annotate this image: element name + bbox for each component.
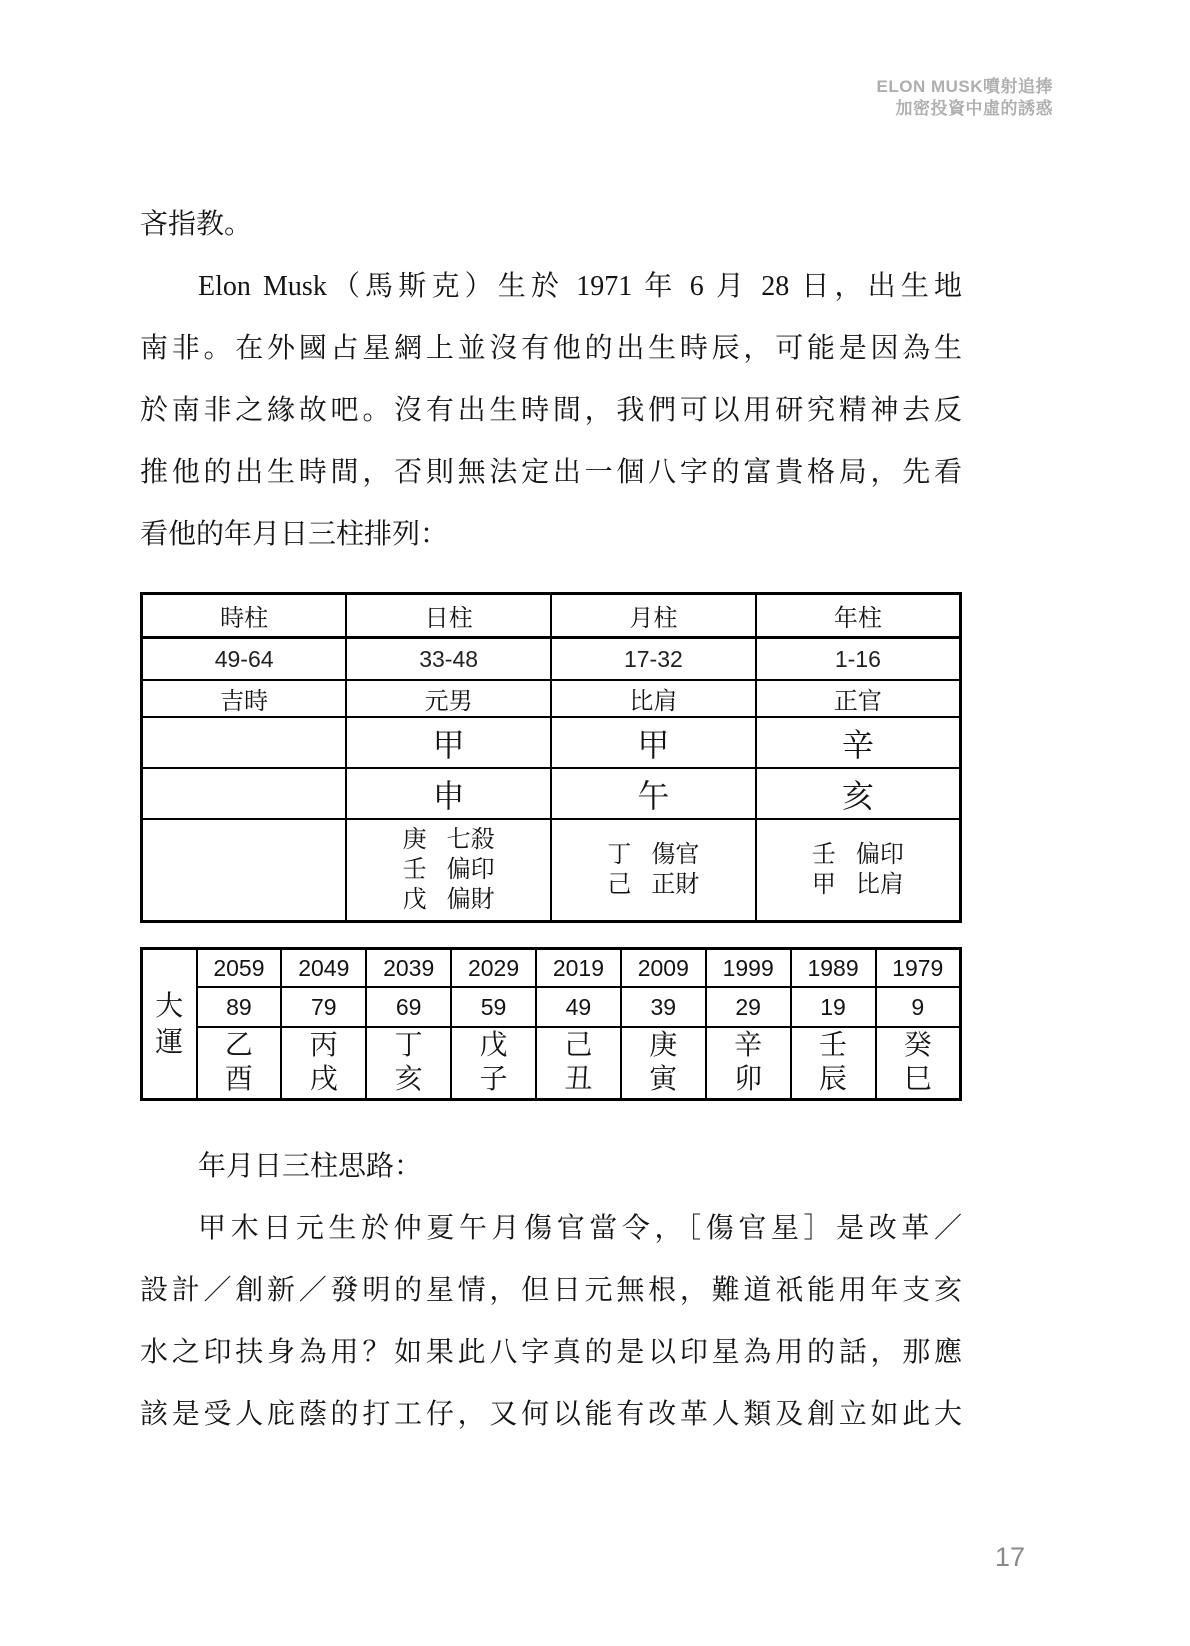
luck-stem: 丙 <box>309 1030 338 1061</box>
luck-ages-row <box>142 987 961 1027</box>
running-header-line2: 加密投資中虛的誘惑 <box>895 99 1053 118</box>
hidden-stems-year-cell <box>756 819 961 922</box>
running-header <box>877 76 1054 120</box>
hidden-stems-day-cell <box>346 819 551 922</box>
pillars-header-row <box>142 594 961 638</box>
god-label-cell: 正官 <box>756 680 961 717</box>
luck-stem: 壬 <box>819 1030 848 1061</box>
age-range-cell: 49-64 <box>142 638 347 681</box>
pillar-header-day: 日柱 <box>346 594 551 638</box>
luck-stem: 癸 <box>903 1030 932 1061</box>
luck-age-cell: 9 <box>876 987 961 1027</box>
hidden-stems-hour-cell <box>142 819 347 922</box>
body-line: 年月日三柱思路： <box>198 1151 423 1182</box>
age-range-cell: 1-16 <box>756 638 961 681</box>
luck-stem: 庚 <box>649 1030 678 1061</box>
hidden-stem-item: 己 正財 <box>607 872 700 898</box>
luck-branch: 子 <box>479 1064 508 1095</box>
luck-stem-branch-cell <box>791 1027 876 1100</box>
pillars-stem-row <box>142 717 961 768</box>
luck-stem: 辛 <box>734 1030 763 1061</box>
pillar-header-year: 年柱 <box>756 594 961 638</box>
luck-age-cell: 29 <box>706 987 791 1027</box>
luck-years-row <box>142 949 961 988</box>
body-line: 甲木日元生於仲夏午月傷官當令，［傷官星］是改革／ <box>198 1213 962 1244</box>
luck-stem-branch-cell <box>876 1027 961 1100</box>
body-line: 設計／創新／發明的星情，但日元無根，難道祇能用年支亥 <box>140 1275 962 1306</box>
luck-stem-branch-cell <box>451 1027 536 1100</box>
paragraph-intro <box>140 194 962 566</box>
luck-stem: 乙 <box>224 1030 253 1061</box>
hidden-stems-list <box>403 825 495 915</box>
luck-year-cell: 2049 <box>281 949 366 988</box>
luck-year-cell: 1979 <box>876 949 961 988</box>
luck-branch: 寅 <box>649 1064 678 1095</box>
stem-cell: 辛 <box>756 717 961 768</box>
body-line: 推他的出生時間，否則無法定出一個八字的富貴格局，先看 <box>140 457 962 488</box>
hidden-stem-item: 丁 傷官 <box>607 842 700 868</box>
stem-cell: 甲 <box>346 717 551 768</box>
luck-stem-branch-row <box>142 1027 961 1100</box>
luck-branch: 酉 <box>224 1064 253 1095</box>
age-range-cell: 33-48 <box>346 638 551 681</box>
running-header-line1: ELON MUSK噴射追捧 <box>876 77 1053 96</box>
luck-stem-branch-cell <box>197 1027 282 1100</box>
luck-age-cell: 39 <box>621 987 706 1027</box>
body-line: 南非。在外國占星網上並沒有他的出生時辰，可能是因為生 <box>140 333 962 364</box>
luck-cycle-label-cell <box>142 949 197 1100</box>
hidden-stem-item: 壬 偏印 <box>811 842 904 868</box>
body-line: 水之印扶身為用？如果此八字真的是以印星為用的話，那應 <box>140 1337 962 1368</box>
luck-stem-branch-cell <box>706 1027 791 1100</box>
luck-age-cell: 19 <box>791 987 876 1027</box>
luck-year-cell: 2029 <box>451 949 536 988</box>
luck-branch: 巳 <box>903 1064 932 1095</box>
branch-cell: 午 <box>551 768 756 819</box>
luck-branch: 戌 <box>309 1064 338 1095</box>
branch-cell: 申 <box>346 768 551 819</box>
body-line: 吝指教。 <box>140 209 253 240</box>
hidden-stem-item: 甲 比肩 <box>811 872 904 898</box>
luck-cycle-table <box>140 947 962 1101</box>
pillar-header-hour: 時柱 <box>142 594 347 638</box>
page-number: 17 <box>995 1542 1026 1572</box>
stem-cell: 甲 <box>551 717 756 768</box>
pillars-table <box>140 592 962 923</box>
god-label-cell: 比肩 <box>551 680 756 717</box>
luck-stem: 己 <box>564 1030 593 1061</box>
branch-cell <box>142 768 347 819</box>
luck-year-cell: 2059 <box>197 949 282 988</box>
luck-branch: 亥 <box>394 1064 423 1095</box>
luck-cycle-label: 大運 <box>155 990 184 1057</box>
pillars-hidden-stems-row <box>142 819 961 922</box>
hidden-stem-item: 戊 偏財 <box>402 887 495 913</box>
luck-age-cell: 89 <box>197 987 282 1027</box>
luck-stem: 戊 <box>479 1030 508 1061</box>
hidden-stems-list <box>607 840 699 900</box>
hidden-stem-item: 壬 偏印 <box>402 857 495 883</box>
luck-year-cell: 1989 <box>791 949 876 988</box>
luck-age-cell: 79 <box>281 987 366 1027</box>
luck-stem-branch-cell <box>366 1027 451 1100</box>
luck-stem-branch-cell <box>281 1027 366 1100</box>
pillars-age-range-row <box>142 638 961 681</box>
luck-age-cell: 49 <box>536 987 621 1027</box>
hidden-stems-month-cell <box>551 819 756 922</box>
luck-year-cell: 2039 <box>366 949 451 988</box>
stem-cell <box>142 717 347 768</box>
branch-cell: 亥 <box>756 768 961 819</box>
pillar-header-month: 月柱 <box>551 594 756 638</box>
luck-branch: 辰 <box>819 1064 848 1095</box>
hidden-stem-item: 庚 七殺 <box>402 827 495 853</box>
age-range-cell: 17-32 <box>551 638 756 681</box>
luck-stem: 丁 <box>394 1030 423 1061</box>
body-line: 該是受人庇蔭的打工仔，又何以能有改革人類及創立如此大 <box>140 1399 962 1430</box>
body-line: Elon Musk（馬斯克）生於 1971 年 6 月 28 日，出生地 <box>198 271 962 302</box>
luck-stem-branch-cell <box>621 1027 706 1100</box>
luck-age-cell: 69 <box>366 987 451 1027</box>
body-line: 看他的年月日三柱排列： <box>140 519 449 550</box>
luck-stem-branch-cell <box>536 1027 621 1100</box>
body-line: 於南非之緣故吧。沒有出生時間，我們可以用研究精神去反 <box>140 395 962 426</box>
pillars-god-row <box>142 680 961 717</box>
hidden-stems-list <box>812 840 904 900</box>
luck-branch: 卯 <box>734 1064 763 1095</box>
luck-year-cell: 2019 <box>536 949 621 988</box>
luck-year-cell: 1999 <box>706 949 791 988</box>
luck-age-cell: 59 <box>451 987 536 1027</box>
luck-branch: 丑 <box>564 1064 593 1095</box>
luck-year-cell: 2009 <box>621 949 706 988</box>
god-label-cell: 吉時 <box>142 680 347 717</box>
god-label-cell: 元男 <box>346 680 551 717</box>
paragraph-analysis <box>140 1136 962 1446</box>
pillars-branch-row <box>142 768 961 819</box>
